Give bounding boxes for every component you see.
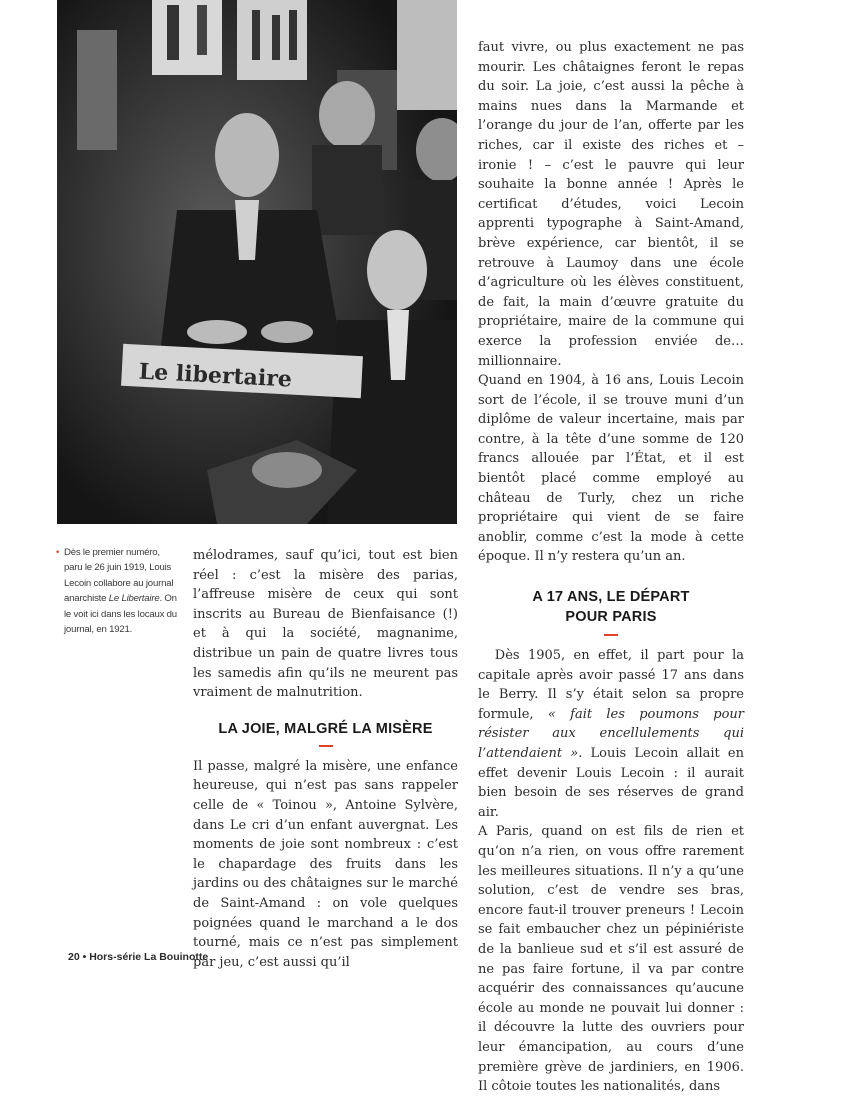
lecoin-quote: « fait les poumons pour résister aux encellulements qui l’attendaient » [478,706,745,761]
section-heading-joy: LA JOIE, MALGRÉ LA MISÈRE [218,720,433,737]
section-heading-paris-line-1: A 17 ANS, LE DÉPART [532,589,690,606]
caption-text-start: Dès le premier numéro, paru le 26 juin 1919, Louis Lecoin collabore au journal anarchiste [64,547,174,605]
middle-paragraph-2: Il passe, malgré la misère, une enfance heureuse, qui n’est pas sans rappeler celle de « Toinou », Antoine Sylvère, dans Le cri d’un enfant auvergnat. Les moments de joie sont nombreux : c’est le chapardage des fruits dans les jardins ou des châtaignes sur le marché de Saint-Amand : on vole quelques poignées quand le marchand a le dos tourné, mais ce n’est pas simplement par jeu, c’est aussi qu’il [193,758,458,970]
paragraph-3-start: Dès 1905, en effet, il part pour la capitale après avoir passé 17 ans dans le Berry. Il s’y était selon sa propre formule, [478,648,745,722]
newspaper-banner: Le libertaire [138,358,293,393]
middle-paragraph-1: mélodrames, sauf qu’ici, tout est bien réel : c’est la misère des parias, l’affreuse misère de ceux qui sont inscrits au Bureau de Bienfaisance (!) et à qui la société, magnanime, distribue un pain de quatre livres tous les samedis afin qu’ils ne meurent pas vraiment de malnutrition. [193,548,458,701]
heading-accent-rule [604,634,618,636]
middle-column [193,546,458,972]
right-paragraph-3 [478,646,744,822]
heading-accent-rule [319,745,333,747]
paragraph-3-end: . Louis Lecoin allait en effet devenir Louis Lecoin : il aurait bien besoin de ses réserves de grand air. [478,746,744,820]
caption-bullet: • [56,547,60,558]
caption-text-end: . On le voit ici dans les locaux du journal, en 1921. [64,593,177,636]
photo-caption [56,545,178,637]
right-paragraph-4: A Paris, quand on est fils de rien et qu’on n’a rien, on vous offre rarement les meilleures situations. Il n’y a qu’une solution, c’est de vendre ses bras, encore faut-il trouver preneurs ! Lecoin se fait embaucher chez un pépiniériste de la banlieue sud et s’il est assuré de ne pas faire fortune, il va par contre acquérir des connaissances qu’aucune école au monde ne pouvait lui donner : il découvre la lutte des ouvriers pour leur émancipation, au cours d’une première grève de jardiniers, en 1906. Il côtoie toutes les nationalités, dans [478,824,744,1095]
caption-journal-title: Le Libertaire [108,593,160,605]
right-column [478,38,744,1097]
section-heading-paris-line-2: POUR PARIS [565,609,657,626]
right-paragraph-2: Quand en 1904, à 16 ans, Louis Lecoin sort de l’école, il se trouve muni d’un diplôme de valeur incertaine, mais par contre, à la tête d’une somme de 120 francs allouée par l’État, et il est bientôt placé comme employé au château de Turly, chez un riche propriétaire qui vient de se faire anoblir, comme c’est la mode à cette époque. Il n’y restera qu’un an. [478,373,744,565]
page-footer: 20 • Hors-série La Bouinotte [68,951,209,963]
section-heading-paris [478,587,744,627]
right-paragraph-1: faut vivre, ou plus exactement ne pas mourir. Les châtaignes feront le repas du soir. La joie, c’est aussi la pêche à mains nues dans la Marmande et l’orange du jour de l’an, offerte par les riches, car il existe des riches et – ironie ! – c’est le pauvre qui leur souhaite la bonne année ! Après le certificat d’études, voici Lecoin apprenti typographe à Saint-Amand, brève expérience, car bientôt, il se retrouve à Laumoy dans une école d’agriculture où les élèves constituent, de fait, la main d’œuvre gratuite du propriétaire, maire de la commune qui exerce la profession enviée de… millionnaire. [478,40,744,369]
archive-photo [57,0,457,524]
